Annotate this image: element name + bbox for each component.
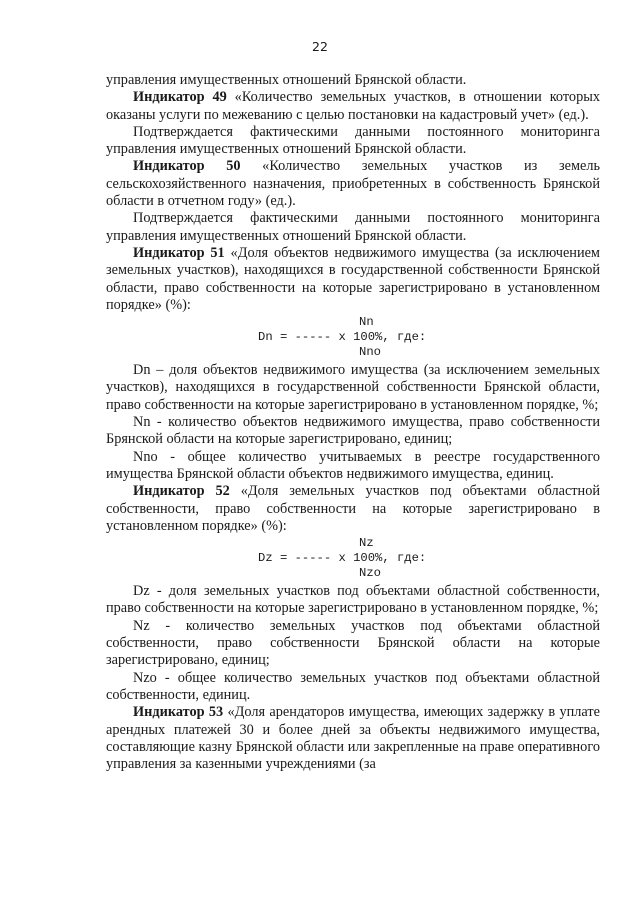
indicator-text: «Доля арендаторов имущества, имеющих задержку в уплате арендных платежей 30 и более дней за объекты недвижимого имущества, составляющие казну Брянской области или закрепленные на праве оперативного управления за казенными учреждениями (за — [106, 704, 600, 773]
paragraph: Nzo - общее количество земельных участков под объектами областной собственности, единиц. — [106, 669, 600, 703]
formula-denominator: Nno — [359, 345, 381, 360]
indicator-paragraph — [106, 158, 600, 210]
formula-denominator: Nzo — [359, 566, 381, 581]
paragraph: Nz - количество земельных участков под объектами областной собственности, право собственности Брянской области на которые зарегистрировано, единиц; — [106, 617, 600, 669]
formula-numerator: Nz — [359, 536, 374, 551]
indicator-label: Индикатор 50 — [133, 158, 241, 175]
paragraph: Dn – доля объектов недвижимого имущества (за исключением земельных участков), находящихся в государственной собственности Брянской области, право собственности на которые зарегистрировано в установленном порядке, %; — [106, 362, 600, 413]
formula-line: Dz = ----- x 100%, где: — [258, 551, 427, 566]
paragraph: Nno - общее количество учитываемых в реестре государственного имущества Брянской области объектов недвижимого имущества, единиц. — [106, 448, 600, 482]
formula-11 — [106, 536, 600, 581]
indicator-label: Индикатор 52 — [133, 483, 230, 500]
document-body — [106, 72, 600, 773]
paragraph: Nn - количество объектов недвижимого имущества, право собственности Брянской области на которые зарегистрировано, единиц; — [106, 414, 600, 448]
page-number: 22 — [312, 39, 328, 54]
paragraph: Подтверждается фактическими данными постоянного мониторинга управления имущественных отношений Брянской области. — [106, 210, 600, 244]
indicator-paragraph — [106, 245, 600, 314]
indicator-text: «Количество земельных участков из земель сельскохозяйственного назначения, приобретенных в собственность Брянской области в отчетном году» (ед.). — [106, 158, 600, 210]
formula-6 — [106, 315, 600, 360]
indicator-text: «Количество земельных участков, в отношении которых оказаны услуги по межеванию с целью постановки на кадастровый учет» (ед.). — [106, 89, 600, 123]
indicator-label: Индикатор 51 — [133, 244, 225, 261]
indicator-text: «Доля объектов недвижимого имущества (за исключением земельных участков), находящихся в государственной собственности Брянской области, право собственности на которые зарегистрировано в установленном порядке» (%): — [106, 244, 600, 313]
formula-numerator: Nn — [359, 315, 374, 330]
indicator-paragraph — [106, 704, 600, 773]
paragraph: управления имущественных отношений Брянской области. — [106, 72, 467, 88]
indicator-paragraph — [106, 89, 600, 124]
indicator-paragraph — [106, 483, 600, 535]
formula-line: Dn = ----- x 100%, где: — [258, 330, 427, 345]
paragraph: Подтверждается фактическими данными постоянного мониторинга управления имущественных отношений Брянской области. — [106, 123, 600, 158]
paragraph: Dz - доля земельных участков под объектами областной собственности, право собственности на которые зарегистрировано в установленном порядке, %; — [106, 583, 600, 617]
indicator-label: Индикатор 49 — [133, 89, 227, 106]
indicator-text: «Доля земельных участков под объектами областной собственности, право собственности на которые зарегистрировано в установленном порядке» (%): — [106, 483, 600, 534]
indicator-label: Индикатор 53 — [133, 704, 224, 721]
